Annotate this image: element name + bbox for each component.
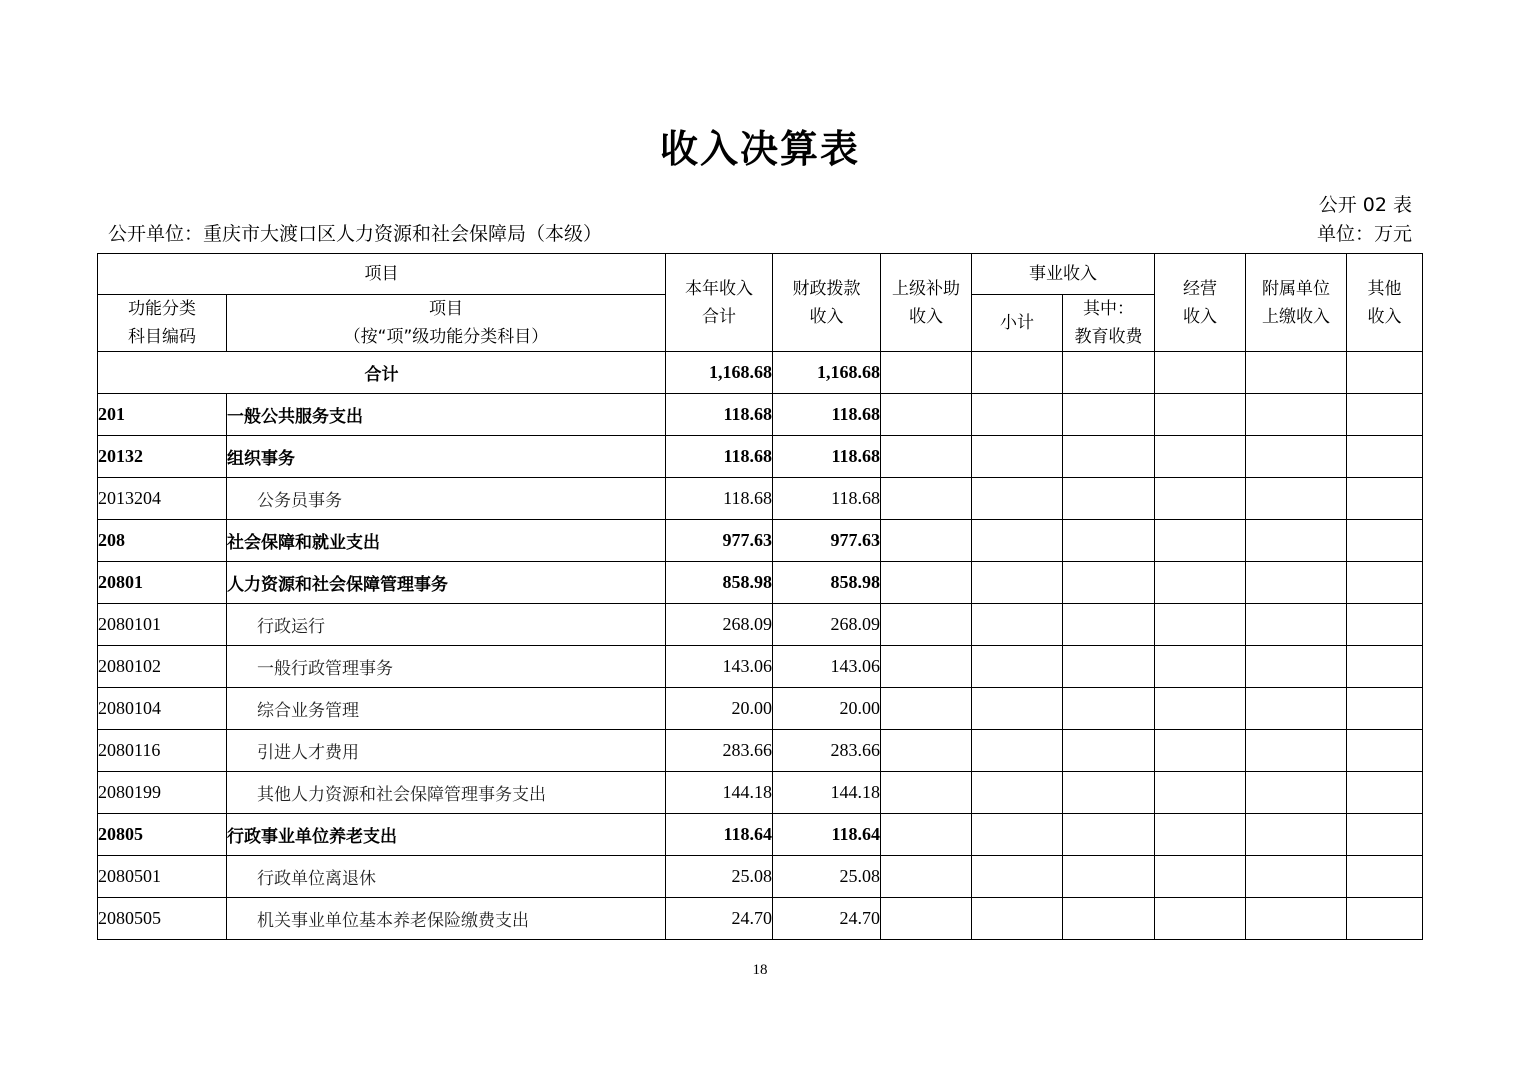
row-code: 208 xyxy=(98,520,227,562)
empty-cell xyxy=(1063,436,1155,478)
row-total-income: 977.63 xyxy=(666,520,773,562)
empty-cell xyxy=(972,394,1063,436)
header-total-line1: 本年收入 xyxy=(685,278,753,299)
empty-cell xyxy=(972,646,1063,688)
empty-cell xyxy=(1063,478,1155,520)
row-item-name: 其他人力资源和社会保障管理事务支出 xyxy=(227,772,666,814)
row-total-income: 144.18 xyxy=(666,772,773,814)
header-upper-subsidy xyxy=(881,254,972,352)
header-other-line2: 收入 xyxy=(1367,306,1402,327)
header-item-line1: 项目 xyxy=(429,299,463,319)
empty-cell xyxy=(1155,688,1246,730)
header-edu-line1: 其中： xyxy=(1083,299,1134,319)
empty-cell xyxy=(972,898,1063,940)
header-career-income: 事业收入 xyxy=(972,254,1155,295)
empty-cell xyxy=(1246,562,1347,604)
empty-cell xyxy=(881,772,972,814)
empty-cell xyxy=(972,604,1063,646)
row-total-income: 118.64 xyxy=(666,814,773,856)
header-total-line2: 合计 xyxy=(702,306,736,327)
empty-cell xyxy=(1063,646,1155,688)
empty-cell xyxy=(1246,688,1347,730)
table-row xyxy=(98,604,1423,646)
row-code: 201 xyxy=(98,394,227,436)
row-total-income: 143.06 xyxy=(666,646,773,688)
row-code: 2013204 xyxy=(98,478,227,520)
empty-cell xyxy=(972,562,1063,604)
header-operating xyxy=(1155,254,1246,352)
empty-cell xyxy=(1347,562,1423,604)
row-total-income: 25.08 xyxy=(666,856,773,898)
row-fiscal-income: 268.09 xyxy=(773,604,881,646)
empty-cell xyxy=(1155,646,1246,688)
page-title: 收入决算表 xyxy=(659,127,860,171)
empty-cell xyxy=(972,478,1063,520)
header-other-line1: 其他 xyxy=(1367,278,1402,299)
header-edu-fees xyxy=(1063,295,1155,352)
row-item-name: 社会保障和就业支出 xyxy=(227,520,666,562)
organization-label: 公开单位：重庆市大渡口区人力资源和社会保障局（本级） xyxy=(108,223,603,245)
empty-cell xyxy=(1246,394,1347,436)
table-row xyxy=(98,730,1423,772)
empty-cell xyxy=(1246,352,1347,394)
empty-cell xyxy=(972,436,1063,478)
empty-cell xyxy=(1246,604,1347,646)
empty-cell xyxy=(1155,478,1246,520)
table-row xyxy=(98,562,1423,604)
row-item-name: 人力资源和社会保障管理事务 xyxy=(227,562,666,604)
row-code: 2080102 xyxy=(98,646,227,688)
table-row xyxy=(98,898,1423,940)
empty-cell xyxy=(1347,352,1423,394)
header-other xyxy=(1347,254,1423,352)
empty-cell xyxy=(1347,604,1423,646)
empty-cell xyxy=(1155,604,1246,646)
empty-cell xyxy=(972,772,1063,814)
empty-cell xyxy=(881,352,972,394)
row-code: 2080104 xyxy=(98,688,227,730)
row-code: 2080116 xyxy=(98,730,227,772)
empty-cell xyxy=(972,688,1063,730)
total-row-total: 1,168.68 xyxy=(666,352,773,394)
empty-cell xyxy=(1347,520,1423,562)
empty-cell xyxy=(1155,898,1246,940)
row-code: 2080505 xyxy=(98,898,227,940)
empty-cell xyxy=(881,436,972,478)
empty-cell xyxy=(881,478,972,520)
header-affiliated-line1: 附属单位 xyxy=(1262,278,1330,299)
row-fiscal-income: 118.68 xyxy=(773,436,881,478)
row-item-name: 组织事务 xyxy=(227,436,666,478)
row-code: 20805 xyxy=(98,814,227,856)
table-row xyxy=(98,814,1423,856)
row-total-income: 268.09 xyxy=(666,604,773,646)
row-fiscal-income: 858.98 xyxy=(773,562,881,604)
empty-cell xyxy=(1063,814,1155,856)
header-fiscal-line1: 财政拨款 xyxy=(792,278,861,299)
row-total-income: 20.00 xyxy=(666,688,773,730)
row-code: 20132 xyxy=(98,436,227,478)
row-fiscal-income: 25.08 xyxy=(773,856,881,898)
header-upper-line2: 收入 xyxy=(909,306,943,327)
empty-cell xyxy=(1347,646,1423,688)
empty-cell xyxy=(1155,814,1246,856)
empty-cell xyxy=(1063,898,1155,940)
table-body xyxy=(98,352,1423,940)
header-affiliated xyxy=(1246,254,1347,352)
empty-cell xyxy=(1246,436,1347,478)
table-header xyxy=(98,254,1423,352)
row-fiscal-income: 144.18 xyxy=(773,772,881,814)
empty-cell xyxy=(1155,394,1246,436)
empty-cell xyxy=(881,688,972,730)
row-item-name: 一般行政管理事务 xyxy=(227,646,666,688)
empty-cell xyxy=(1347,688,1423,730)
table-row xyxy=(98,772,1423,814)
header-operating-line2: 收入 xyxy=(1183,306,1217,327)
total-row xyxy=(98,352,1423,394)
table-row xyxy=(98,856,1423,898)
empty-cell xyxy=(1063,772,1155,814)
row-fiscal-income: 283.66 xyxy=(773,730,881,772)
empty-cell xyxy=(1347,394,1423,436)
row-code: 20801 xyxy=(98,562,227,604)
header-fiscal-line2: 收入 xyxy=(809,306,844,327)
empty-cell xyxy=(1347,478,1423,520)
table-row xyxy=(98,646,1423,688)
row-code: 2080199 xyxy=(98,772,227,814)
empty-cell xyxy=(1155,730,1246,772)
table-row xyxy=(98,478,1423,520)
empty-cell xyxy=(881,646,972,688)
empty-cell xyxy=(1246,520,1347,562)
empty-cell xyxy=(1063,688,1155,730)
table-row xyxy=(98,688,1423,730)
empty-cell xyxy=(1347,898,1423,940)
empty-cell xyxy=(881,814,972,856)
empty-cell xyxy=(972,814,1063,856)
empty-cell xyxy=(1063,394,1155,436)
empty-cell xyxy=(1063,604,1155,646)
empty-cell xyxy=(1063,520,1155,562)
row-item-name: 行政事业单位养老支出 xyxy=(227,814,666,856)
header-code xyxy=(98,295,227,352)
empty-cell xyxy=(1246,814,1347,856)
row-item-name: 机关事业单位基本养老保险缴费支出 xyxy=(227,898,666,940)
empty-cell xyxy=(1155,856,1246,898)
header-item xyxy=(227,295,666,352)
empty-cell xyxy=(1347,856,1423,898)
header-subtotal: 小计 xyxy=(972,295,1063,352)
empty-cell xyxy=(1246,478,1347,520)
row-code: 2080501 xyxy=(98,856,227,898)
empty-cell xyxy=(1155,352,1246,394)
row-total-income: 118.68 xyxy=(666,436,773,478)
empty-cell xyxy=(1155,562,1246,604)
header-affiliated-line2: 上缴收入 xyxy=(1262,306,1330,327)
empty-cell xyxy=(1246,856,1347,898)
header-total xyxy=(666,254,773,352)
form-number: 公开 02 表 xyxy=(1318,194,1412,216)
row-total-income: 283.66 xyxy=(666,730,773,772)
empty-cell xyxy=(881,562,972,604)
unit-label: 单位：万元 xyxy=(1316,223,1412,245)
empty-cell xyxy=(1063,562,1155,604)
table-row xyxy=(98,520,1423,562)
empty-cell xyxy=(972,520,1063,562)
row-fiscal-income: 20.00 xyxy=(773,688,881,730)
header-code-line1: 功能分类 xyxy=(128,299,196,319)
table-row xyxy=(98,394,1423,436)
empty-cell xyxy=(881,730,972,772)
empty-cell xyxy=(972,730,1063,772)
row-fiscal-income: 118.64 xyxy=(773,814,881,856)
empty-cell xyxy=(1155,772,1246,814)
row-item-name: 引进人才费用 xyxy=(227,730,666,772)
page-number: 18 xyxy=(752,962,768,978)
row-fiscal-income: 118.68 xyxy=(773,394,881,436)
row-total-income: 858.98 xyxy=(666,562,773,604)
empty-cell xyxy=(1063,352,1155,394)
header-fiscal xyxy=(773,254,881,352)
empty-cell xyxy=(1155,520,1246,562)
row-code: 2080101 xyxy=(98,604,227,646)
row-item-name: 行政运行 xyxy=(227,604,666,646)
empty-cell xyxy=(1246,646,1347,688)
empty-cell xyxy=(1347,730,1423,772)
empty-cell xyxy=(1155,436,1246,478)
empty-cell xyxy=(1063,856,1155,898)
header-project: 项目 xyxy=(98,254,666,295)
table-row xyxy=(98,436,1423,478)
empty-cell xyxy=(1347,436,1423,478)
row-item-name: 行政单位离退休 xyxy=(227,856,666,898)
row-item-name: 公务员事务 xyxy=(227,478,666,520)
row-total-income: 24.70 xyxy=(666,898,773,940)
empty-cell xyxy=(1246,898,1347,940)
total-row-label: 合计 xyxy=(98,352,666,394)
header-item-line2: （按“项”级功能分类科目） xyxy=(343,327,549,347)
row-fiscal-income: 118.68 xyxy=(773,478,881,520)
empty-cell xyxy=(1246,730,1347,772)
empty-cell xyxy=(881,604,972,646)
empty-cell xyxy=(972,352,1063,394)
header-upper-line1: 上级补助 xyxy=(892,278,960,299)
row-fiscal-income: 143.06 xyxy=(773,646,881,688)
total-row-fiscal: 1,168.68 xyxy=(773,352,881,394)
empty-cell xyxy=(881,520,972,562)
income-settlement-table xyxy=(97,253,1423,940)
row-fiscal-income: 24.70 xyxy=(773,898,881,940)
empty-cell xyxy=(1347,772,1423,814)
row-item-name: 一般公共服务支出 xyxy=(227,394,666,436)
header-code-line2: 科目编码 xyxy=(128,327,196,347)
empty-cell xyxy=(1347,814,1423,856)
row-item-name: 综合业务管理 xyxy=(227,688,666,730)
header-operating-line1: 经营 xyxy=(1183,278,1217,299)
row-fiscal-income: 977.63 xyxy=(773,520,881,562)
empty-cell xyxy=(1246,772,1347,814)
row-total-income: 118.68 xyxy=(666,394,773,436)
empty-cell xyxy=(881,898,972,940)
empty-cell xyxy=(1063,730,1155,772)
empty-cell xyxy=(881,856,972,898)
empty-cell xyxy=(972,856,1063,898)
header-edu-line2: 教育收费 xyxy=(1074,327,1143,347)
row-total-income: 118.68 xyxy=(666,478,773,520)
empty-cell xyxy=(881,394,972,436)
